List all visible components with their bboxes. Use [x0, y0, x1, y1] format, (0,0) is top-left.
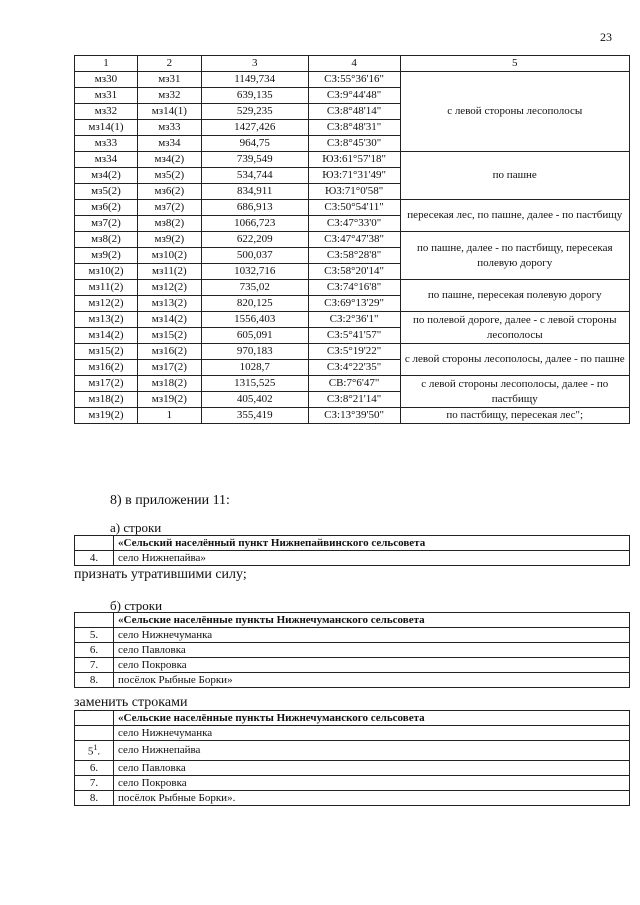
cell-c3: 834,911 — [201, 184, 308, 200]
cell-c2: мз14(2) — [137, 312, 201, 328]
cell-c2: мз31 — [137, 72, 201, 88]
cell-c2: мз10(2) — [137, 248, 201, 264]
table-row: 6. село Павловка — [75, 643, 630, 658]
table-row: 8. посёлок Рыбные Борки» — [75, 673, 630, 688]
cell-c2: мз9(2) — [137, 232, 201, 248]
table-row: 7. село Покровка — [75, 776, 630, 791]
cell-c1: мз32 — [75, 104, 138, 120]
cell-c1: мз7(2) — [75, 216, 138, 232]
cell-c3: 405,402 — [201, 392, 308, 408]
cell-c4: СЗ:9°44'48" — [308, 88, 400, 104]
subitem-b-label: б) строки — [110, 598, 163, 613]
cell-c4: СЗ:47°47'38" — [308, 232, 400, 248]
table-row — [75, 72, 630, 88]
cell-c2: мз5(2) — [137, 168, 201, 184]
cell-c1: мз19(2) — [75, 408, 138, 424]
cell-c1: мз16(2) — [75, 360, 138, 376]
cell-c4: СЗ:58°20'14" — [308, 264, 400, 280]
route-description: по пашне, далее - по пастбищу, пересекая полевую дорогу — [400, 232, 629, 280]
cell-c3: 1556,403 — [201, 312, 308, 328]
cell-c2: мз11(2) — [137, 264, 201, 280]
cell-c4: СЗ:5°19'22" — [308, 344, 400, 360]
cell-c1: мз15(2) — [75, 344, 138, 360]
cell-c3: 605,091 — [201, 328, 308, 344]
cell-c2: мз4(2) — [137, 152, 201, 168]
cell-c1: мз34 — [75, 152, 138, 168]
table-row — [75, 312, 630, 328]
cell-c4: ЮЗ:71°0'58" — [308, 184, 400, 200]
cell-c3: 622,209 — [201, 232, 308, 248]
table-a-header: «Сельский населённый пункт Нижнепайвинского сельсовета — [114, 536, 630, 551]
cell-c4: СЗ:47°33'0" — [308, 216, 400, 232]
route-description: с левой стороны лесополосы — [400, 72, 629, 152]
cell-c4: СЗ:4°22'35" — [308, 360, 400, 376]
table-row — [75, 232, 630, 248]
cell-c1: мз33 — [75, 136, 138, 152]
table-row — [75, 376, 630, 392]
cell-c3: 529,235 — [201, 104, 308, 120]
table-row: 5. село Нижнечуманка — [75, 628, 630, 643]
cell-c4: СЗ:58°28'8" — [308, 248, 400, 264]
cell-c4: СВ:7°6'47" — [308, 376, 400, 392]
column-header: 3 — [201, 56, 308, 72]
cell-c1: мз4(2) — [75, 168, 138, 184]
cell-c4: СЗ:13°39'50" — [308, 408, 400, 424]
subitem-a-label: а) строки — [110, 520, 162, 535]
cell-c2: мз6(2) — [137, 184, 201, 200]
cell-c1: мз5(2) — [75, 184, 138, 200]
cell-c3: 1028,7 — [201, 360, 308, 376]
cell-c3: 970,183 — [201, 344, 308, 360]
route-description: пересекая лес, по пашне, далее - по пастбищу — [400, 200, 629, 232]
route-description: по пашне, пересекая полевую дорогу — [400, 280, 629, 312]
cell-c3: 820,125 — [201, 296, 308, 312]
cell-c2: мз34 — [137, 136, 201, 152]
cell-c4: ЮЗ:61°57'18" — [308, 152, 400, 168]
cell-c1: мз6(2) — [75, 200, 138, 216]
cell-c3: 1427,426 — [201, 120, 308, 136]
cell-c1: мз10(2) — [75, 264, 138, 280]
table-row: 8. посёлок Рыбные Борки». — [75, 791, 630, 806]
cell-c1: мз12(2) — [75, 296, 138, 312]
cell-c4: СЗ:50°54'11" — [308, 200, 400, 216]
cell-c2: мз33 — [137, 120, 201, 136]
cell-c3: 1149,734 — [201, 72, 308, 88]
route-description: по пашне — [400, 152, 629, 200]
cell-c2: мз12(2) — [137, 280, 201, 296]
column-header: 2 — [137, 56, 201, 72]
table-row: $5^1$. село Нижнепайва — [75, 741, 630, 761]
cell-c2: 1 — [137, 408, 201, 424]
cell-c2: мз13(2) — [137, 296, 201, 312]
cell-c4: СЗ:55°36'16" — [308, 72, 400, 88]
cell-c2: мз16(2) — [137, 344, 201, 360]
cell-c1: мз14(2) — [75, 328, 138, 344]
cell-c4: СЗ:74°16'8" — [308, 280, 400, 296]
route-description: по полевой дороге, далее - с левой стороны лесополосы — [400, 312, 629, 344]
cell-c4: СЗ:69°13'29" — [308, 296, 400, 312]
page-number: 23 — [600, 30, 612, 44]
cell-c3: 355,419 — [201, 408, 308, 424]
table-row — [75, 200, 630, 216]
cell-c4: СЗ:8°48'14" — [308, 104, 400, 120]
cell-c4: ЮЗ:71°31'49" — [308, 168, 400, 184]
cell-c2: мз32 — [137, 88, 201, 104]
table-c-header: «Сельские населённые пункты Нижнечуманского сельсовета — [114, 711, 630, 726]
route-description: по пастбищу, пересекая лес"; — [400, 408, 629, 424]
cell-c1: мз11(2) — [75, 280, 138, 296]
cell-c1: мз14(1) — [75, 120, 138, 136]
route-description: с левой стороны лесополосы, далее - по пастбищу — [400, 376, 629, 408]
replace-text: заменить строками — [74, 695, 188, 710]
cell-c3: 735,02 — [201, 280, 308, 296]
cell-c2: мз17(2) — [137, 360, 201, 376]
table-row: 6. село Павловка — [75, 761, 630, 776]
invalidate-text: признать утратившими силу; — [74, 567, 247, 582]
cell-c4: СЗ:8°45'30" — [308, 136, 400, 152]
table-c — [74, 710, 630, 806]
cell-c2: мз15(2) — [137, 328, 201, 344]
cell-c3: 1315,525 — [201, 376, 308, 392]
cell-c4: СЗ:5°41'57" — [308, 328, 400, 344]
table-row — [75, 344, 630, 360]
table-row — [75, 152, 630, 168]
table-row: 4. село Нижнепайва» — [75, 551, 630, 566]
cell-c1: мз17(2) — [75, 376, 138, 392]
cell-c1: мз30 — [75, 72, 138, 88]
cell-c1: мз8(2) — [75, 232, 138, 248]
cell-c2: мз7(2) — [137, 200, 201, 216]
cell-c2: мз19(2) — [137, 392, 201, 408]
cell-c4: СЗ:2°36'1" — [308, 312, 400, 328]
cell-c3: 964,75 — [201, 136, 308, 152]
cell-c3: 639,135 — [201, 88, 308, 104]
cell-c1: мз9(2) — [75, 248, 138, 264]
table-a — [74, 535, 630, 566]
table-row: 7. село Покровка — [75, 658, 630, 673]
cell-c1: мз18(2) — [75, 392, 138, 408]
route-description: с левой стороны лесополосы, далее - по пашне — [400, 344, 629, 376]
cell-c3: 500,037 — [201, 248, 308, 264]
column-header: 5 — [400, 56, 629, 72]
cell-c3: 1032,716 — [201, 264, 308, 280]
cell-c3: 739,549 — [201, 152, 308, 168]
table-b-header: «Сельские населённые пункты Нижнечуманского сельсовета — [114, 613, 630, 628]
column-header: 1 — [75, 56, 138, 72]
boundary-table — [74, 55, 630, 424]
cell-c3: 686,913 — [201, 200, 308, 216]
item-8-heading: 8) в приложении 11: — [110, 493, 230, 508]
column-header: 4 — [308, 56, 400, 72]
cell-c4: СЗ:8°21'14" — [308, 392, 400, 408]
cell-c3: 534,744 — [201, 168, 308, 184]
table-row — [75, 408, 630, 424]
cell-c1: мз13(2) — [75, 312, 138, 328]
cell-c3: 1066,723 — [201, 216, 308, 232]
cell-c1: мз31 — [75, 88, 138, 104]
cell-c2: мз8(2) — [137, 216, 201, 232]
cell-c4: СЗ:8°48'31" — [308, 120, 400, 136]
cell-c2: мз14(1) — [137, 104, 201, 120]
table-row — [75, 280, 630, 296]
table-row: село Нижнечуманка — [75, 726, 630, 741]
cell-c2: мз18(2) — [137, 376, 201, 392]
table-b — [74, 612, 630, 688]
